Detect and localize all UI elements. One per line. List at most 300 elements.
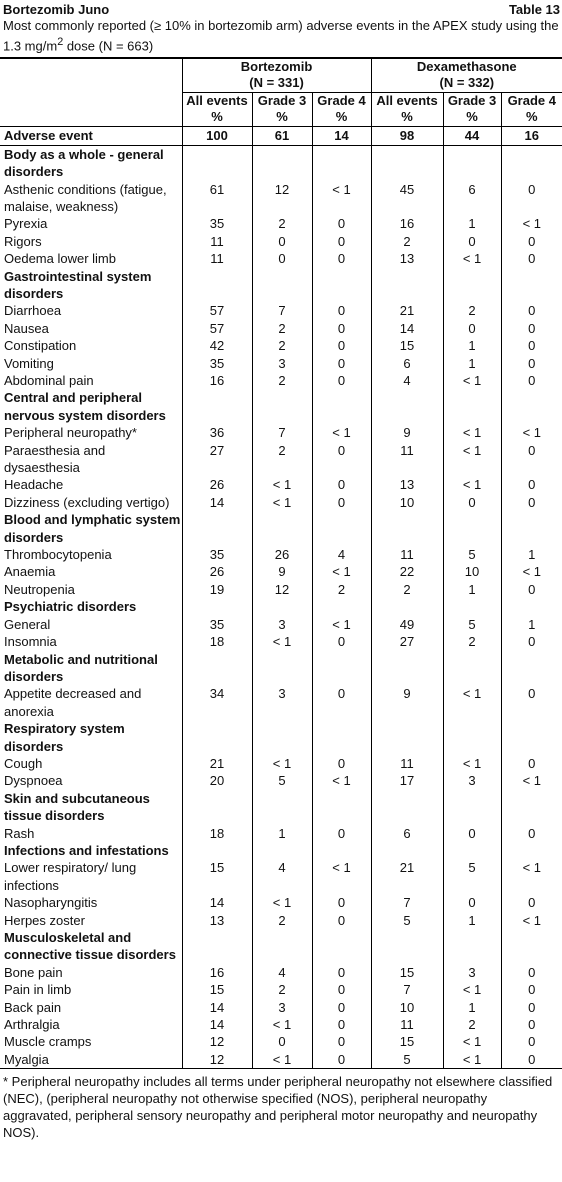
- cell-value: < 1: [312, 563, 371, 580]
- section-label: Central and peripheral nervous system disorders: [4, 390, 166, 423]
- cell-value: 2: [443, 633, 501, 650]
- cell-value: 0: [501, 1051, 562, 1068]
- empty-cell: [182, 929, 252, 964]
- cell-value: 2: [252, 215, 312, 232]
- cell-value: 0: [312, 494, 371, 511]
- empty-cell: [501, 790, 562, 825]
- cell-value: 16: [182, 964, 252, 981]
- cell-value: < 1: [443, 685, 501, 720]
- table-row: [0, 772, 562, 789]
- subcolumn-header: Grade 3 %: [443, 92, 501, 126]
- cell-value: 0: [312, 825, 371, 842]
- cell-value: 0: [501, 442, 562, 477]
- cell-value: < 1: [443, 372, 501, 389]
- row-label: Myalgia: [4, 1051, 49, 1067]
- empty-cell: [443, 651, 501, 686]
- row-label: Rash: [4, 825, 35, 841]
- cell-value: 0: [312, 233, 371, 250]
- cell-value: 44: [443, 126, 501, 145]
- table-row: [0, 424, 562, 441]
- cell-value: 0: [312, 476, 371, 493]
- row-label: Neutropenia: [4, 581, 75, 597]
- cell-value: < 1: [312, 616, 371, 633]
- section-row: [0, 651, 562, 686]
- cell-value: 98: [371, 126, 443, 145]
- cell-value: 10: [443, 563, 501, 580]
- cell-value: 7: [371, 981, 443, 998]
- dexamethasone-label: Dexamethasone: [416, 58, 517, 74]
- cell-value: 0: [501, 476, 562, 493]
- product-name: Bortezomib Juno: [3, 2, 110, 17]
- table-row: [0, 685, 562, 720]
- section-row: [0, 929, 562, 964]
- section-row: [0, 790, 562, 825]
- section-row: [0, 511, 562, 546]
- cell-value: 0: [501, 755, 562, 772]
- cell-value: 49: [371, 616, 443, 633]
- empty-cell: [501, 929, 562, 964]
- empty-cell: [252, 598, 312, 615]
- cell-value: 57: [182, 320, 252, 337]
- cell-value: 21: [371, 859, 443, 894]
- cell-value: < 1: [443, 981, 501, 998]
- row-label: Vomiting: [4, 355, 54, 371]
- cell-value: 11: [371, 442, 443, 477]
- table-row: [0, 215, 562, 232]
- row-label: Asthenic conditions (fatigue, malaise, weakness): [4, 181, 167, 214]
- cell-value: 61: [252, 126, 312, 145]
- cell-value: 2: [252, 912, 312, 929]
- cell-value: 0: [501, 337, 562, 354]
- cell-value: 16: [501, 126, 562, 145]
- table-row: [0, 302, 562, 319]
- cell-value: 0: [252, 1033, 312, 1050]
- cell-value: 35: [182, 215, 252, 232]
- cell-value: 0: [501, 894, 562, 911]
- cell-value: 16: [371, 215, 443, 232]
- table-row: [0, 633, 562, 650]
- empty-cell: [312, 842, 371, 859]
- empty-cell: [252, 929, 312, 964]
- empty-cell: [371, 145, 443, 180]
- table-row: [0, 476, 562, 493]
- table-caption: Most commonly reported (≥ 10% in bortezomib arm) adverse events in the APEX study using the 1.3 $mg/m^2$ dose (N = 663): [3, 18, 559, 54]
- empty-cell: [443, 145, 501, 180]
- dexamethasone-n: (N = 332): [439, 75, 495, 91]
- row-label: Back pain: [4, 999, 62, 1015]
- empty-cell: [182, 598, 252, 615]
- cell-value: 14: [312, 126, 371, 145]
- cell-value: 26: [182, 563, 252, 580]
- cell-value: 0: [501, 494, 562, 511]
- cell-value: 11: [182, 250, 252, 267]
- row-label: Oedema lower limb: [4, 251, 116, 267]
- table-row: [0, 894, 562, 911]
- cell-value: 0: [443, 825, 501, 842]
- empty-cell: [252, 790, 312, 825]
- cell-value: 1: [443, 337, 501, 354]
- cell-value: 26: [252, 546, 312, 563]
- cell-value: 2: [443, 1016, 501, 1033]
- empty-cell: [371, 929, 443, 964]
- row-label: Anaemia: [4, 564, 56, 580]
- row-label: Constipation: [4, 338, 77, 354]
- empty-cell: [501, 651, 562, 686]
- cell-value: < 1: [252, 755, 312, 772]
- empty-cell: [312, 929, 371, 964]
- cell-value: 7: [252, 302, 312, 319]
- subcolumn-header: Grade 4 %: [501, 92, 562, 126]
- empty-cell: [312, 389, 371, 424]
- cell-value: 11: [371, 1016, 443, 1033]
- cell-value: 12: [252, 581, 312, 598]
- empty-cell: [501, 389, 562, 424]
- cell-value: < 1: [443, 755, 501, 772]
- row-label: Paraesthesia and dysaesthesia: [4, 442, 106, 476]
- cell-value: 0: [312, 372, 371, 389]
- row-label: Abdominal pain: [4, 373, 94, 389]
- cell-value: < 1: [252, 894, 312, 911]
- cell-value: 0: [252, 233, 312, 250]
- row-label: Diarrhoea: [4, 303, 62, 319]
- cell-value: 1: [501, 546, 562, 563]
- row-label: Pyrexia: [4, 216, 48, 232]
- table-row: [0, 546, 562, 563]
- cell-value: 36: [182, 424, 252, 441]
- cell-value: 0: [312, 337, 371, 354]
- table-row: [0, 999, 562, 1016]
- cell-value: < 1: [501, 912, 562, 929]
- empty-cell: [443, 598, 501, 615]
- cell-value: 0: [501, 372, 562, 389]
- cell-value: < 1: [312, 772, 371, 789]
- cell-value: 14: [371, 320, 443, 337]
- dexamethasone-group-header: [371, 59, 562, 93]
- row-label: Peripheral neuropathy*: [4, 425, 137, 441]
- blank-subheader-cell: [0, 92, 182, 126]
- cell-value: 0: [501, 964, 562, 981]
- table-row: [0, 964, 562, 981]
- cell-value: 19: [182, 581, 252, 598]
- subcolumn-header: All events %: [182, 92, 252, 126]
- cell-value: 0: [443, 320, 501, 337]
- table-row: [0, 563, 562, 580]
- cell-value: 27: [371, 633, 443, 650]
- table-row: [0, 250, 562, 267]
- cell-value: 13: [371, 476, 443, 493]
- empty-cell: [182, 511, 252, 546]
- row-label: Appetite decreased and anorexia: [4, 686, 142, 719]
- cell-value: 0: [501, 233, 562, 250]
- cell-value: 0: [312, 320, 371, 337]
- empty-cell: [443, 511, 501, 546]
- subcolumn-header-row: [0, 92, 562, 126]
- cell-value: 9: [371, 685, 443, 720]
- cell-value: 0: [312, 964, 371, 981]
- footnote: * Peripheral neuropathy includes all terms under peripheral neuropathy not elsewhere classified (NEC), (peripheral neuropathy not otherwise specified (NOS), peripheral neuropathy aggravated, peripheral sensory neuropathy and peripheral motor neuropathy and neuropathy NOS).: [0, 1068, 562, 1141]
- empty-cell: [182, 268, 252, 303]
- empty-cell: [443, 720, 501, 755]
- table-row: [0, 320, 562, 337]
- cell-value: < 1: [501, 215, 562, 232]
- empty-cell: [312, 651, 371, 686]
- cell-value: 5: [371, 912, 443, 929]
- empty-cell: [182, 842, 252, 859]
- row-label: Arthralgia: [4, 1017, 60, 1033]
- row-label: Bone pain: [4, 964, 63, 980]
- cell-value: 27: [182, 442, 252, 477]
- table-row: [0, 1033, 562, 1050]
- cell-value: 61: [182, 181, 252, 216]
- cell-value: 35: [182, 546, 252, 563]
- empty-cell: [371, 598, 443, 615]
- table-row: [0, 755, 562, 772]
- section-row: [0, 842, 562, 859]
- cell-value: 4: [252, 964, 312, 981]
- row-label: Nausea: [4, 320, 49, 336]
- cell-value: 14: [182, 494, 252, 511]
- empty-cell: [312, 790, 371, 825]
- empty-cell: [371, 720, 443, 755]
- row-label: Nasopharyngitis: [4, 895, 98, 911]
- empty-cell: [371, 268, 443, 303]
- cell-value: 0: [501, 685, 562, 720]
- section-label: Respiratory system disorders: [4, 721, 125, 754]
- table-row: [0, 1016, 562, 1033]
- row-label: Rigors: [4, 233, 42, 249]
- cell-value: 34: [182, 685, 252, 720]
- cell-value: < 1: [312, 424, 371, 441]
- cell-value: 4: [252, 859, 312, 894]
- cell-value: 10: [371, 494, 443, 511]
- cell-value: 26: [182, 476, 252, 493]
- cell-value: < 1: [443, 1051, 501, 1068]
- cell-value: 2: [371, 233, 443, 250]
- table-row: [0, 337, 562, 354]
- section-label: Metabolic and nutritional disorders: [4, 651, 158, 684]
- empty-cell: [252, 145, 312, 180]
- cell-value: 0: [443, 494, 501, 511]
- cell-value: 6: [371, 355, 443, 372]
- cell-value: 0: [501, 355, 562, 372]
- cell-value: 1: [443, 581, 501, 598]
- cell-value: 2: [252, 442, 312, 477]
- section-label: Psychiatric disorders: [4, 599, 137, 615]
- cell-value: 0: [501, 302, 562, 319]
- cell-value: 0: [501, 633, 562, 650]
- cell-value: 0: [501, 1033, 562, 1050]
- cell-value: 35: [182, 355, 252, 372]
- table-row: [0, 355, 562, 372]
- cell-value: 18: [182, 633, 252, 650]
- row-label: Adverse event: [0, 126, 182, 145]
- section-row: [0, 720, 562, 755]
- cell-value: 6: [371, 825, 443, 842]
- empty-cell: [252, 511, 312, 546]
- empty-cell: [443, 268, 501, 303]
- bortezomib-n: (N = 331): [249, 75, 304, 91]
- cell-value: 0: [501, 320, 562, 337]
- cell-value: 0: [501, 181, 562, 216]
- empty-cell: [501, 842, 562, 859]
- cell-value: 11: [371, 546, 443, 563]
- cell-value: < 1: [252, 476, 312, 493]
- empty-cell: [501, 268, 562, 303]
- table-row: [0, 372, 562, 389]
- empty-cell: [443, 929, 501, 964]
- cell-value: 0: [312, 999, 371, 1016]
- cell-value: 9: [252, 563, 312, 580]
- empty-cell: [443, 790, 501, 825]
- adverse-events-table: [0, 59, 562, 1069]
- cell-value: 1: [252, 825, 312, 842]
- cell-value: 18: [182, 825, 252, 842]
- cell-value: 11: [182, 233, 252, 250]
- section-label: Body as a whole - general disorders: [4, 146, 164, 180]
- cell-value: 9: [371, 424, 443, 441]
- empty-cell: [182, 651, 252, 686]
- empty-cell: [182, 145, 252, 180]
- cell-value: 15: [182, 859, 252, 894]
- section-row: [0, 145, 562, 180]
- cell-value: < 1: [252, 1051, 312, 1068]
- empty-cell: [501, 145, 562, 180]
- cell-value: 0: [312, 1033, 371, 1050]
- cell-value: 0: [501, 825, 562, 842]
- cell-value: < 1: [501, 563, 562, 580]
- empty-cell: [443, 389, 501, 424]
- cell-value: 35: [182, 616, 252, 633]
- empty-cell: [371, 790, 443, 825]
- document-header: [0, 0, 562, 18]
- cell-value: < 1: [252, 633, 312, 650]
- row-label: Headache: [4, 477, 64, 493]
- table-body: [0, 126, 562, 1068]
- empty-cell: [252, 842, 312, 859]
- group-header-row: [0, 59, 562, 93]
- cell-value: 1: [443, 912, 501, 929]
- cell-value: < 1: [443, 424, 501, 441]
- cell-value: 0: [501, 1016, 562, 1033]
- cell-value: < 1: [501, 424, 562, 441]
- row-label: General: [4, 616, 51, 632]
- cell-value: 0: [312, 981, 371, 998]
- row-label: Cough: [4, 755, 43, 771]
- cell-value: 1: [443, 355, 501, 372]
- row-label: Pain in limb: [4, 982, 72, 998]
- cell-value: 14: [182, 999, 252, 1016]
- cell-value: 13: [182, 912, 252, 929]
- cell-value: < 1: [312, 181, 371, 216]
- cell-value: 15: [371, 337, 443, 354]
- empty-cell: [501, 598, 562, 615]
- bortezomib-label: Bortezomib: [240, 58, 313, 74]
- cell-value: 0: [312, 302, 371, 319]
- cell-value: 14: [182, 894, 252, 911]
- cell-value: 0: [443, 894, 501, 911]
- cell-value: 11: [371, 755, 443, 772]
- cell-value: 0: [312, 215, 371, 232]
- empty-cell: [312, 720, 371, 755]
- table-row: [0, 494, 562, 511]
- cell-value: 0: [312, 912, 371, 929]
- table-row: [0, 181, 562, 216]
- empty-cell: [443, 842, 501, 859]
- row-label: Herpes zoster: [4, 912, 85, 928]
- table-number: Table 13: [508, 2, 560, 17]
- row-label: Muscle cramps: [4, 1034, 92, 1050]
- cell-value: 15: [371, 964, 443, 981]
- cell-value: 0: [443, 233, 501, 250]
- cell-value: < 1: [252, 1016, 312, 1033]
- cell-value: 2: [252, 337, 312, 354]
- cell-value: 2: [252, 320, 312, 337]
- table-row: [0, 581, 562, 598]
- cell-value: 57: [182, 302, 252, 319]
- section-label: Musculoskeletal and connective tissue disorders: [4, 930, 176, 963]
- cell-value: 100: [182, 126, 252, 145]
- empty-cell: [252, 389, 312, 424]
- cell-value: 0: [312, 355, 371, 372]
- cell-value: 1: [501, 616, 562, 633]
- empty-cell: [501, 720, 562, 755]
- cell-value: 15: [371, 1033, 443, 1050]
- table-row: [0, 616, 562, 633]
- cell-value: 0: [312, 755, 371, 772]
- blank-header-cell: [0, 59, 182, 93]
- cell-value: 3: [443, 772, 501, 789]
- cell-value: 0: [312, 894, 371, 911]
- table-row: [0, 981, 562, 998]
- cell-value: 5: [443, 546, 501, 563]
- empty-cell: [312, 145, 371, 180]
- cell-value: 0: [501, 999, 562, 1016]
- cell-value: 12: [182, 1033, 252, 1050]
- empty-cell: [371, 511, 443, 546]
- cell-value: 7: [371, 894, 443, 911]
- cell-value: 0: [312, 1016, 371, 1033]
- cell-value: 2: [252, 372, 312, 389]
- row-label: Thrombocytopenia: [4, 547, 112, 563]
- cell-value: 0: [501, 981, 562, 998]
- cell-value: 45: [371, 181, 443, 216]
- row-label: Dizziness (excluding vertigo): [4, 494, 170, 510]
- cell-value: 2: [371, 581, 443, 598]
- cell-value: 10: [371, 999, 443, 1016]
- cell-value: 0: [312, 633, 371, 650]
- cell-value: 12: [182, 1051, 252, 1068]
- empty-cell: [501, 511, 562, 546]
- cell-value: 21: [182, 755, 252, 772]
- cell-value: < 1: [312, 859, 371, 894]
- cell-value: < 1: [443, 442, 501, 477]
- cell-value: 20: [182, 772, 252, 789]
- cell-value: < 1: [501, 859, 562, 894]
- cell-value: 21: [371, 302, 443, 319]
- cell-value: 1: [443, 999, 501, 1016]
- cell-value: 3: [252, 616, 312, 633]
- cell-value: 15: [182, 981, 252, 998]
- table-row: [0, 859, 562, 894]
- cell-value: < 1: [252, 494, 312, 511]
- cell-value: 2: [443, 302, 501, 319]
- table-row: [0, 912, 562, 929]
- cell-value: 0: [501, 250, 562, 267]
- empty-cell: [371, 389, 443, 424]
- empty-cell: [371, 651, 443, 686]
- cell-value: 6: [443, 181, 501, 216]
- cell-value: < 1: [501, 772, 562, 789]
